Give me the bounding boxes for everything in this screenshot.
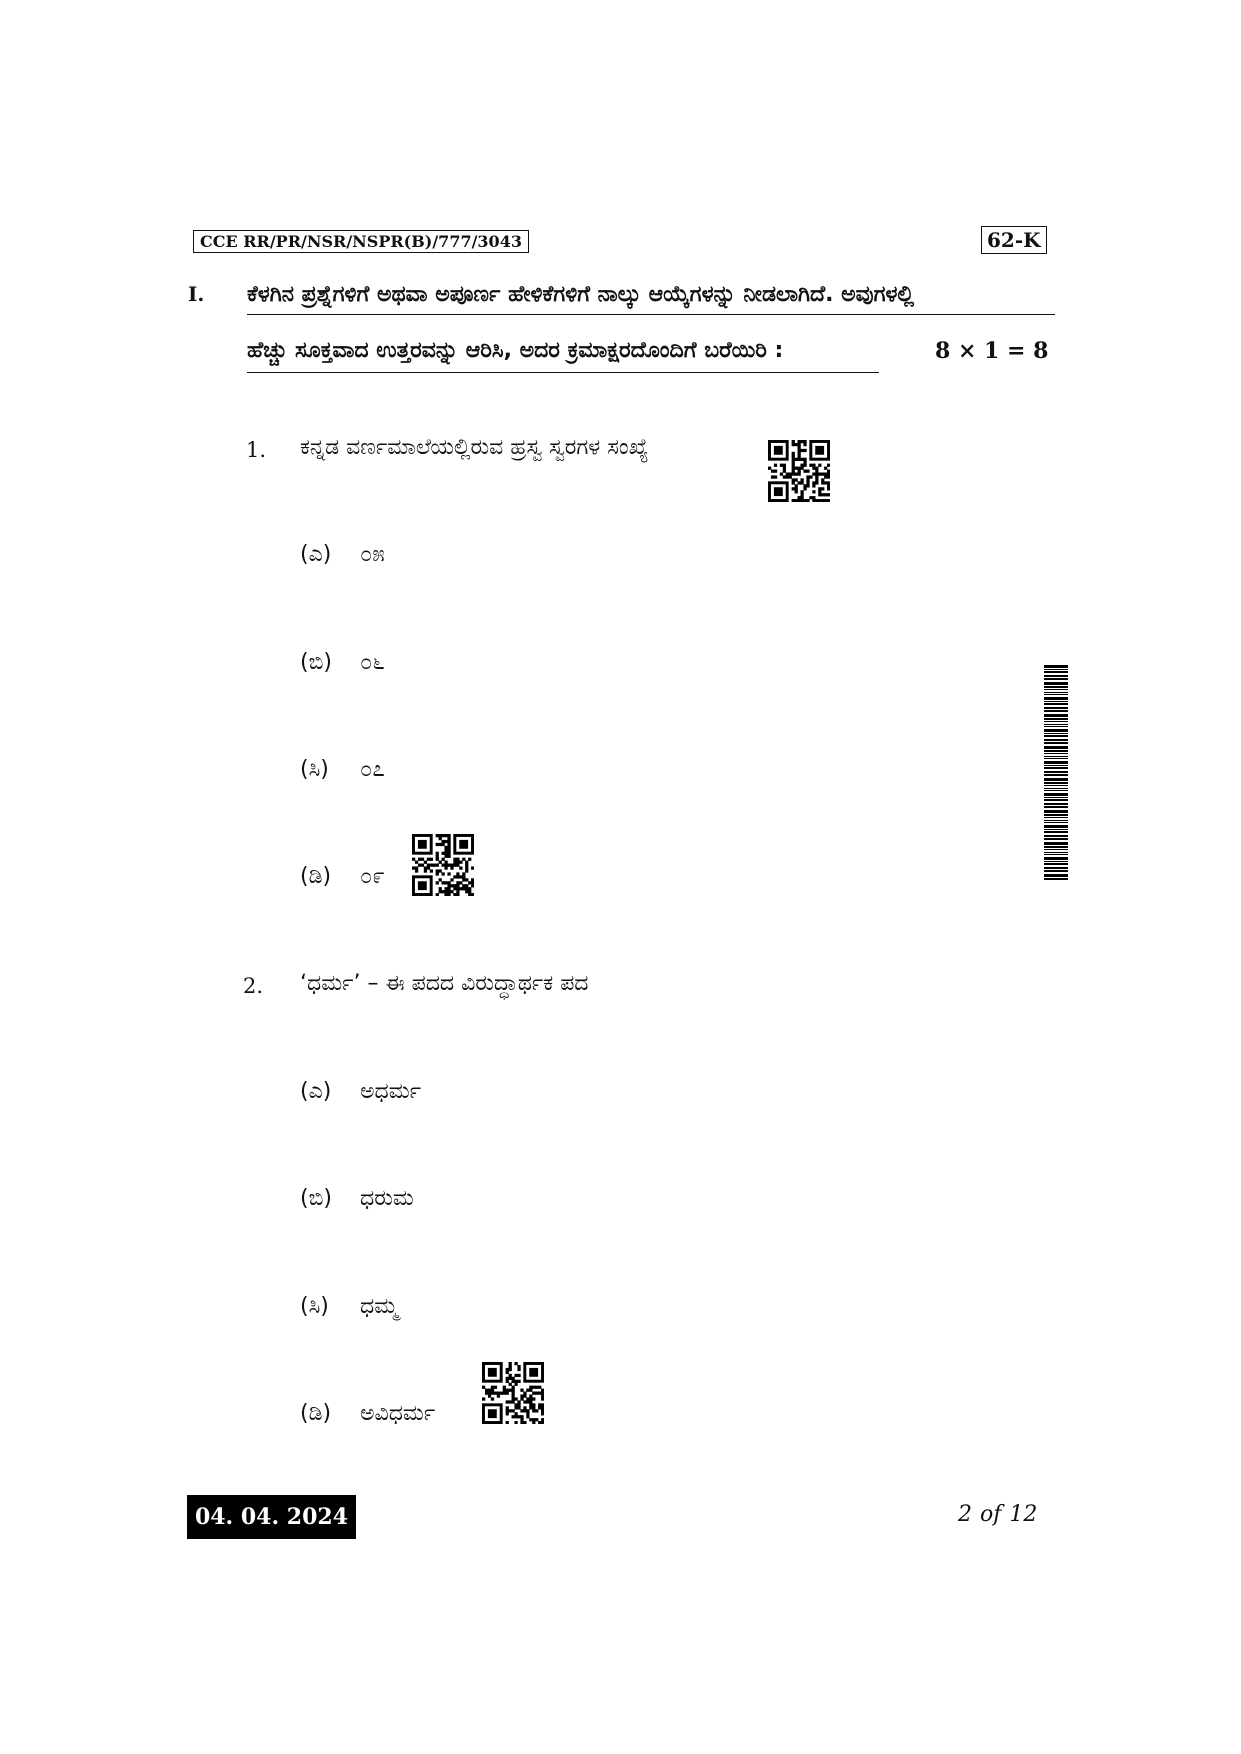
question-2-option-b [300,1184,414,1214]
paper-code: 62-K [981,226,1047,254]
option-label: (ಬಿ) [300,1186,332,1211]
question-2-text: ‘ಧರ್ಮ’ – ಈ ಪದದ ವಿರುದ್ಧಾರ್ಥಕ ಪದ [300,971,589,996]
qr-code-icon [768,440,830,502]
option-text: ಧಮ್ಮ [360,1294,399,1319]
page-current: 2 [958,1502,972,1527]
option-label: (ಎ) [300,1079,332,1104]
option-label: (ಬಿ) [300,650,332,675]
question-1-option-d [300,862,385,892]
question-1-number: 1. [246,438,267,462]
option-label: (ಸಿ) [300,1294,329,1319]
qr-code-icon [412,834,474,896]
exam-date: 04. 04. 2024 [187,1495,356,1539]
question-2-option-d [300,1399,435,1429]
question-1-text: ಕನ್ನಡ ವರ್ಣಮಾಲೆಯಲ್ಲಿರುವ ಹ್ರಸ್ವ ಸ್ವರಗಳ ಸಂಖ್ಯೆ [300,435,649,460]
section-marks: 8 × 1 = 8 [935,338,1049,364]
option-text: ೦೭ [360,757,385,782]
section-number: I. [188,282,205,306]
page-total: 12 [1009,1502,1038,1527]
question-2-option-c [300,1292,398,1322]
option-label: (ಡಿ) [300,1401,332,1426]
question-1-option-c [300,755,385,785]
option-text: ಧರುಮ [360,1186,414,1211]
exam-code: CCE RR/PR/NSR/NSPR(B)/777/3043 [193,230,529,253]
qr-code-icon [482,1362,544,1424]
option-text: ೦೫ [360,542,385,567]
option-text: ಅಧರ್ಮ [360,1079,422,1104]
option-label: (ಸಿ) [300,757,329,782]
section-instruction-line1: ಕೆಳಗಿನ ಪ್ರಶ್ನೆಗಳಿಗೆ ಅಥವಾ ಅಪೂರ್ಣ ಹೇಳಿಕೆಗಳಿಗೆ ನಾಲ್ಕು ಆಯ್ಕೆಗಳನ್ನು ನೀಡಲಾಗಿದೆ. ಅವುಗಳಲ್ಲಿ [247,280,1055,315]
page-of: of [980,1502,1002,1527]
question-1-option-a [300,540,385,570]
section-instruction-line2: ಹೆಚ್ಚು ಸೂಕ್ತವಾದ ಉತ್ತರವನ್ನು ಆರಿಸಿ, ಅದರ ಕ್ರಮಾಕ್ಷರದೊಂದಿಗೆ ಬರೆಯಿರಿ : [247,336,879,373]
option-text: ೦೬ [360,650,385,675]
page-number [958,1500,1037,1530]
option-label: (ಎ) [300,542,332,567]
question-1-option-b [300,648,385,678]
option-text: ಅವಿಧರ್ಮ [360,1401,436,1426]
question-2-option-a [300,1077,421,1107]
option-label: (ಡಿ) [300,864,332,889]
question-2-number: 2. [243,974,264,998]
option-text: ೦೯ [360,864,385,889]
barcode-icon [1044,665,1068,880]
